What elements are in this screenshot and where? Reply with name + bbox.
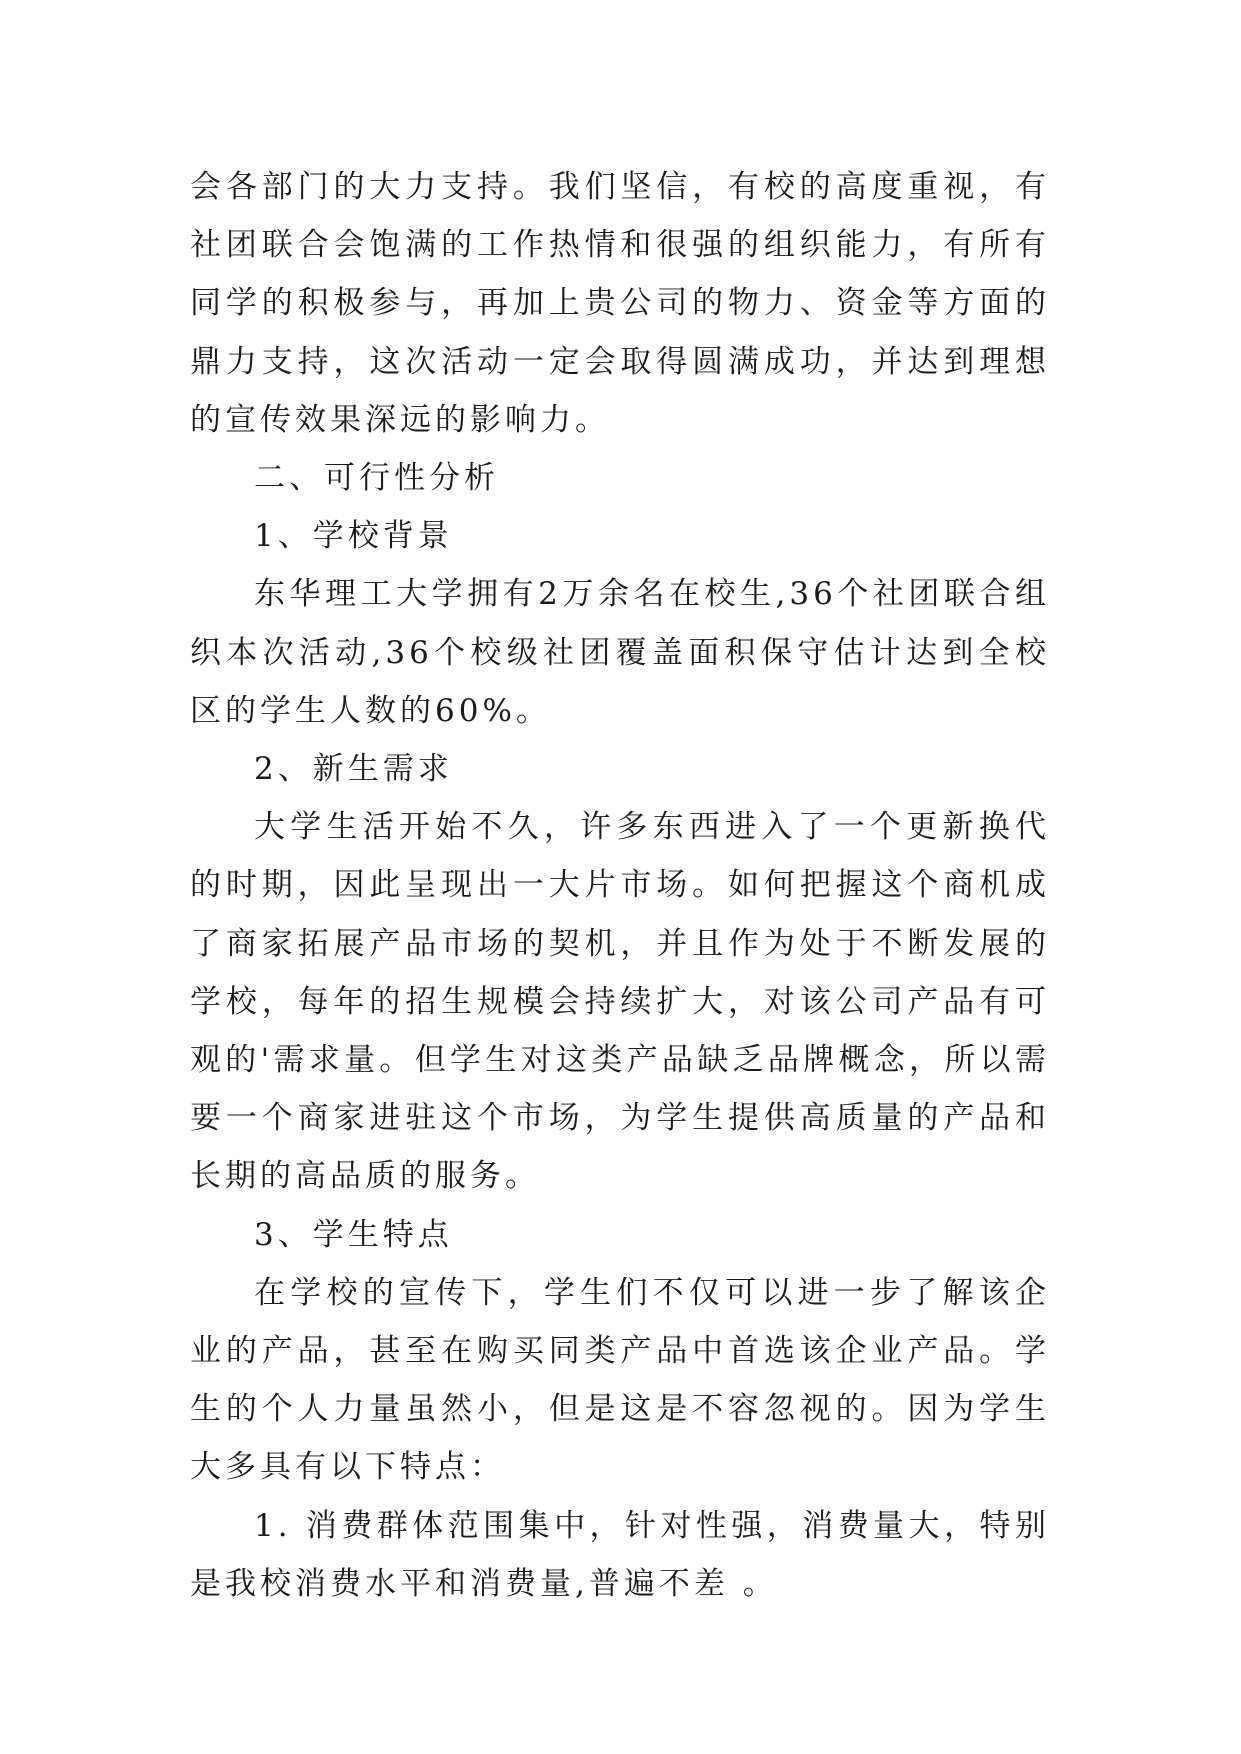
paragraph-support-statement: 会各部门的大力支持。我们坚信，有校的高度重视，有社团联合会饱满的工作热情和很强的组织能力，有所有同学的积极参与，再加上贵公司的物力、资金等方面的鼎力支持，这次活动一定会取得圆满成功，并达到理想的宣传效果深远的影响力。 [190, 169, 1050, 438]
subheading-school-background: 1、学校背景 [254, 518, 453, 555]
paragraph-freshman-demand: 大学生活开始不久，许多东西进入了一个更新换代的时期，因此呈现出一大片市场。如何把握这个商机成了商家拓展产品市场的契机，并且作为处于不断发展的学校，每年的招生规模会持续扩大，对该公司产品有可观的'需求量。但学生对这类产品缺乏品牌概念，所以需要一个商家进驻这个市场，为学生提供高质量的产品和长期的高品质的服务。 [190, 809, 1050, 1195]
document-body [190, 158, 1050, 1613]
list-item-consumer-group: 1. 消费群体范围集中，针对性强，消费量大，特别是我校消费水平和消费量,普遍不差 。 [190, 1507, 1050, 1602]
subheading-freshman-demand: 2、新生需求 [254, 751, 453, 788]
heading-feasibility-analysis: 二、可行性分析 [254, 460, 499, 497]
paragraph-student-traits: 在学校的宣传下，学生们不仅可以进一步了解该企业的产品，甚至在购买同类产品中首选该企业产品。学生的个人力量虽然小，但是这是不容忽视的。因为学生大多具有以下特点： [190, 1274, 1050, 1486]
paragraph-school-background: 东华理工大学拥有2万余名在校生,36个社团联合组织本次活动,36个校级社团覆盖面积保守估计达到全校区的学生人数的60%。 [190, 576, 1050, 729]
subheading-student-traits: 3、学生特点 [254, 1216, 453, 1253]
